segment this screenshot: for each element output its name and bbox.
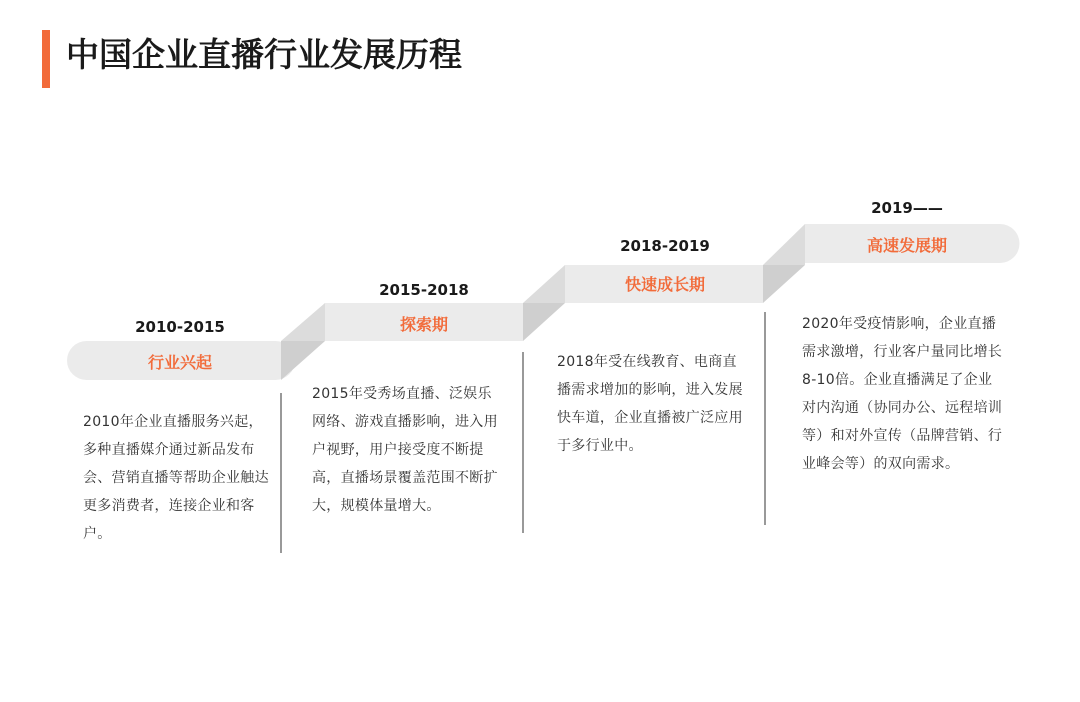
page-title: 中国企业直播行业发展历程 <box>66 35 462 74</box>
stage-3-description: 2018年受在线教育、电商直播需求增加的影响，进入发展快车道，企业直播被广泛应用于多行业中。 <box>557 354 743 454</box>
riser-1-top <box>281 303 325 341</box>
stage-3-name: 快速成长期 <box>624 275 705 294</box>
riser-1-face <box>281 341 325 380</box>
stage-1-description: 2010年企业直播服务兴起，多种直播媒介通过新品发布会、营销直播等帮助企业触达更多消费者，连接企业和客户。 <box>83 414 269 542</box>
stage-3-year: 2018-2019 <box>620 237 710 255</box>
riser-2-face <box>523 303 565 341</box>
stage-2-name: 探索期 <box>399 315 448 334</box>
stage-2-year: 2015-2018 <box>379 281 469 299</box>
riser-3-top <box>763 224 805 265</box>
riser-3-face <box>763 265 805 303</box>
stage-1-year: 2010-2015 <box>135 318 225 336</box>
stage-1-name: 行业兴起 <box>147 353 212 372</box>
stage-4-year: 2019—— <box>871 199 943 217</box>
stage-2-description: 2015年受秀场直播、泛娱乐网络、游戏直播影响，进入用户视野，用户接受度不断提高，直播场景覆盖范围不断扩大，规模体量增大。 <box>312 386 498 514</box>
riser-2-top <box>523 265 565 303</box>
stage-4-name: 高速发展期 <box>866 236 947 255</box>
stage-4-description: 2020年受疫情影响，企业直播需求激增，行业客户量同比增长8-10倍。企业直播满足了企业对内沟通（协同办公、远程培训等）和对外宣传（品牌营销、行业峰会等）的双向需求。 <box>802 316 1003 472</box>
